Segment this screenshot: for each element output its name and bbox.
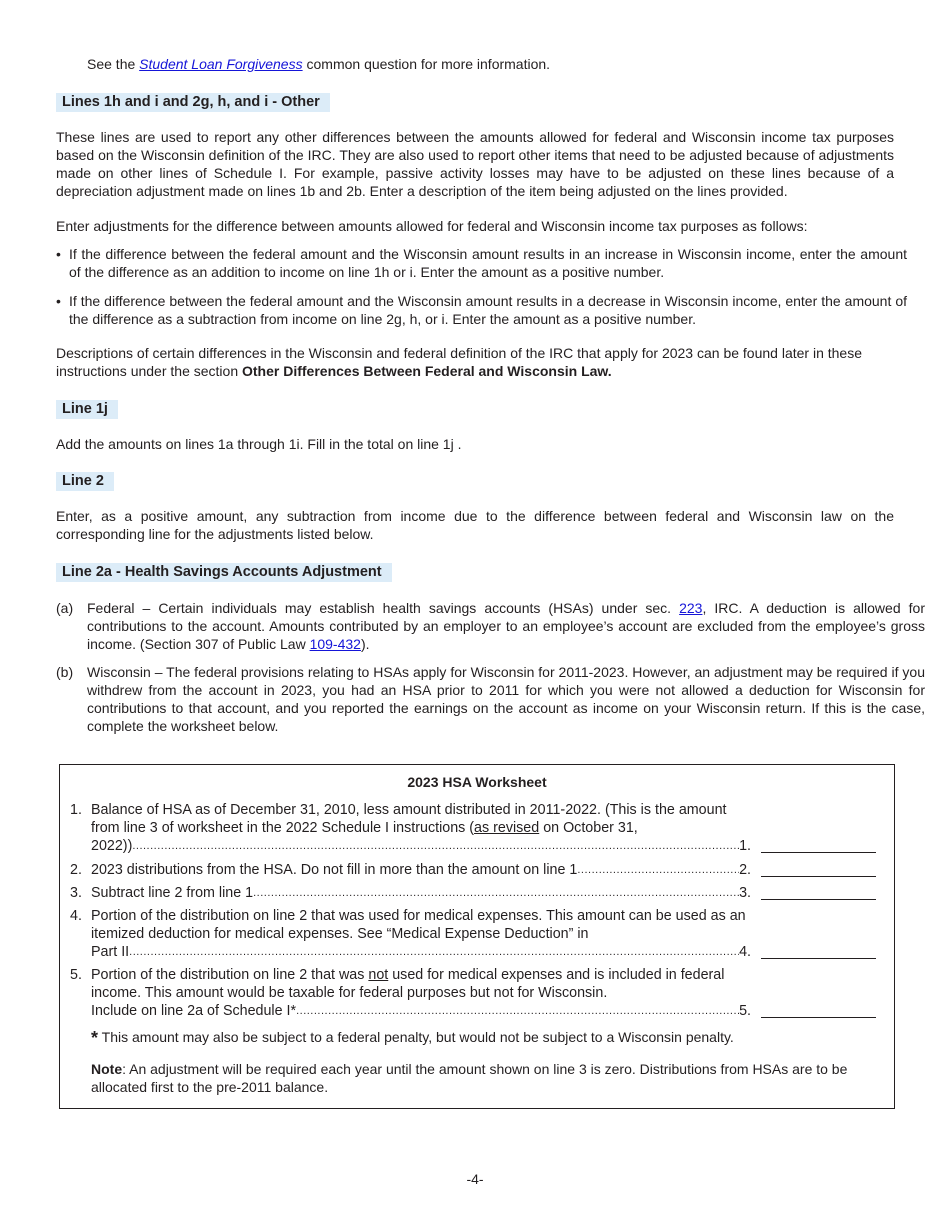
heading-line-2: Line 2 xyxy=(56,472,114,491)
heading-line-2a: Line 2a - Health Savings Accounts Adjustment xyxy=(56,563,392,582)
other-paragraph-1: These lines are used to report any other differences between the amounts allowed for federal and Wisconsin income tax purposes based on the Wisconsin definition of the IRC. They are also used to report other items that need to be adjusted because of adjustments made on other lines of Schedule I. For example, passive activity losses may have to be adjusted on these lines because of a depreciation adjustment made on lines 1b and 2b. Enter a description of the item being adjusted on the lines provided. xyxy=(56,129,894,199)
line-5-entry[interactable] xyxy=(761,1017,876,1018)
item-b-wisconsin: (b) Wisconsin – The federal provisions relating to HSAs apply for Wisconsin for 2011-2023. However, an adjustment may be required if you withdrew from the account in 2023, you had an HSA prior to 2011 for which you were not allowed a deduction for Wisconsin for contributions to that account, and you reported the earnings on the account as income on your Wisconsin return. If this is the case, complete the worksheet below. xyxy=(56,664,925,734)
line-4-entry[interactable] xyxy=(761,958,876,959)
bullet-icon: • xyxy=(56,293,61,309)
section-reference: Other Differences Between Federal and Wisconsin Law. xyxy=(242,363,612,379)
public-law-link[interactable]: 109-432 xyxy=(309,636,361,652)
worksheet-title: 2023 HSA Worksheet xyxy=(407,774,547,790)
line-2-text: Enter, as a positive amount, any subtraction from income due to the difference between federal and Wisconsin law on the corresponding line for the adjustments listed below. xyxy=(56,508,894,542)
page-number: -4- xyxy=(466,1171,484,1187)
worksheet-footnote: * This amount may also be subject to a federal penalty, but would not be subject to a Wisconsin penalty. xyxy=(91,1028,734,1048)
bullet-item: • If the difference between the federal amount and the Wisconsin amount results in a decrease in Wisconsin income, enter the amount of the difference as a subtraction from income on line 2g, h, or i. Enter the amount as a positive number. xyxy=(56,293,907,327)
intro-text: See the Student Loan Forgiveness common question for more information. xyxy=(87,56,551,72)
bullet-item: • If the difference between the federal amount and the Wisconsin amount results in an increase in Wisconsin income, enter the amount of the difference as an addition to income on line 1h or i. Enter the amount as a positive number. xyxy=(56,246,907,280)
other-paragraph-2: Enter adjustments for the difference between amounts allowed for federal and Wisconsin income tax purposes as follows: xyxy=(56,218,808,234)
worksheet-line-4: 4. Portion of the distribution on line 2 that was used for medical expenses. This amount can be used as an itemized deduction for medical expenses. See “Medical Expense Deduction” in Part II ..... 4. xyxy=(70,907,876,961)
heading-lines-other: Lines 1h and i and 2g, h, and i - Other xyxy=(56,93,330,112)
item-a-federal: (a) Federal – Certain individuals may establish health savings accounts (HSAs) under sec. 223, IRC. A deduction is allowed for contributions to the account. Amounts contributed by an employer to an employee’s account are excluded from the employee’s gross income. (Section 307 of Public Law 109-432). xyxy=(56,600,925,652)
hsa-worksheet xyxy=(59,764,895,1109)
other-paragraph-3: Descriptions of certain differences in the Wisconsin and federal definition of the IRC that apply for 2023 can be found later in these instructions under the section Other Differences Between Federal and Wisconsin Law. xyxy=(56,345,862,379)
line-1-entry[interactable] xyxy=(761,852,876,853)
asterisk-icon: * xyxy=(91,1028,99,1048)
worksheet-line-3: 3. Subtract line 2 from line 1 ..... 3. xyxy=(70,884,876,902)
line-2-entry[interactable] xyxy=(761,876,876,877)
worksheet-line-5: 5. Portion of the distribution on line 2 that was not used for medical expenses and is included in federal income. This amount would be taxable for federal purposes but not for Wisconsin. Include on line 2a of Schedule I* ..... 5. xyxy=(70,966,876,1020)
worksheet-line-2: 2. 2023 distributions from the HSA. Do not fill in more than the amount on line 1 ..... 2. xyxy=(70,861,876,879)
worksheet-line-1: 1. Balance of HSA as of December 31, 2010, less amount distributed in 2011-2022. (This is the amount from line 3 of worksheet in the 2022 Schedule I instructions (as revised on October 31, 2022)) ..... 1. xyxy=(70,801,876,855)
line-1j-text: Add the amounts on lines 1a through 1i. Fill in the total on line 1j . xyxy=(56,436,462,452)
student-loan-forgiveness-link[interactable]: Student Loan Forgiveness xyxy=(139,56,303,72)
heading-line-1j: Line 1j xyxy=(56,400,118,419)
line-3-entry[interactable] xyxy=(761,899,876,900)
bullet-icon: • xyxy=(56,246,61,262)
irc-223-link[interactable]: 223 xyxy=(679,600,703,616)
worksheet-note: Note: An adjustment will be required each year until the amount shown on line 3 is zero. Distributions from HSAs are to be allocated first to the pre-2011 balance. xyxy=(91,1061,848,1095)
